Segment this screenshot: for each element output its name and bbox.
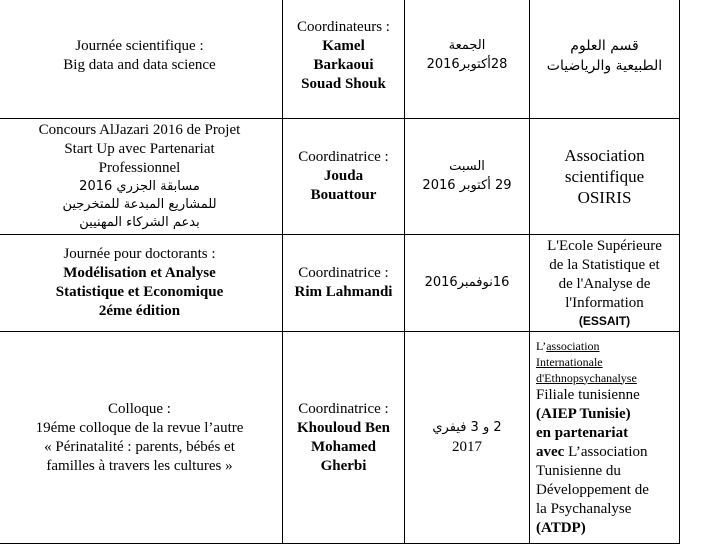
organizer-line: قسم العلوم <box>570 37 639 54</box>
organizer-line: Développement de <box>536 481 649 498</box>
event-line: Start Up avec Partenariat <box>64 141 215 157</box>
table-row <box>0 119 680 235</box>
organizer-line: Association <box>564 146 645 165</box>
event-line: Statistique et Economique <box>55 284 224 300</box>
coordinator-name: Mohamed <box>311 438 376 455</box>
table-row <box>0 235 680 332</box>
date-line: 16نوفمبر2016 <box>424 275 510 290</box>
organizer-line: avec <box>536 443 565 460</box>
organizer-line: Filiale tunisienne <box>536 386 640 403</box>
organizer-line: L’association <box>564 443 648 460</box>
date-line: 2 و 3 فيفري <box>432 420 502 435</box>
organizer-line: L'Ecole Supérieure <box>547 238 662 254</box>
coordinator-name: Jouda <box>323 168 364 184</box>
organizer-abbreviation: (ATDP) <box>536 519 586 536</box>
table-row <box>0 332 680 544</box>
organizer-cell <box>530 0 680 119</box>
event-line: 2éme édition <box>98 303 181 319</box>
event-line: Big data and data science <box>63 56 216 73</box>
organizer-cell <box>530 119 680 235</box>
organizer-link[interactable]: Internationale <box>536 354 603 369</box>
date-day: السبت <box>449 158 485 174</box>
coordinator-name: Kamel <box>322 37 365 54</box>
organizer-line: l'Information <box>565 295 644 311</box>
organizer-link[interactable]: association <box>546 338 600 353</box>
date-cell <box>405 119 530 235</box>
coordinator-name: Rim Lahmandi <box>294 284 393 300</box>
organizer-abbreviation: (AIEP Tunisie) <box>536 405 631 422</box>
event-line: Concours AlJazari 2016 de Projet <box>38 122 241 138</box>
organizer-line: en partenariat <box>536 424 629 441</box>
event-line: « Périnatalité : parents, bébés et <box>44 438 235 455</box>
event-line: Professionnel <box>98 160 181 176</box>
date-cell <box>405 0 530 119</box>
event-line: 19éme colloque de la revue l’autre <box>35 419 244 436</box>
coordinator-name: Khouloud Ben <box>297 419 390 436</box>
date-cell <box>405 235 530 332</box>
organizer-link[interactable]: d'Ethnopsychanalyse <box>536 370 637 385</box>
organizer-line: la Psychanalyse <box>536 500 632 517</box>
event-line-arabic: للمشاريع المبدعة للمتخرجين <box>62 197 217 212</box>
event-cell <box>0 119 283 235</box>
coordinator-cell <box>283 119 405 235</box>
organizer-line: scientifique <box>564 167 645 186</box>
event-cell <box>0 235 283 332</box>
event-line-arabic: مسابقة الجزري 2016 <box>79 179 200 194</box>
event-cell <box>0 0 283 119</box>
organizer-cell <box>530 235 680 332</box>
event-intro: Journée pour doctorants : <box>63 246 216 262</box>
organizer-line: الطبيعية والرياضيات <box>546 57 663 74</box>
table-row <box>0 0 680 119</box>
coordinator-cell <box>283 0 405 119</box>
event-line: Modélisation et Analyse <box>63 265 216 281</box>
coordinator-role: Coordinatrice : <box>298 149 389 165</box>
coordinator-name: Gherbi <box>320 457 367 474</box>
coordinator-cell <box>283 332 405 544</box>
organizer-line: de la Statistique et <box>549 257 660 273</box>
event-line-arabic: بدعم الشركاء المهنيين <box>79 215 200 230</box>
organizer-prefix: L’ <box>536 338 547 353</box>
coordinator-cell <box>283 235 405 332</box>
event-cell <box>0 332 283 544</box>
organizer-line: Tunisienne du <box>536 462 621 479</box>
organizer-cell <box>530 332 680 544</box>
event-line: familles à travers les cultures » <box>46 457 233 474</box>
coordinator-role: Coordinateurs : <box>297 18 390 35</box>
date-line: 28أكتوبر2016 <box>426 56 508 72</box>
coordinator-name: Souad Shouk <box>301 75 386 92</box>
organizer-line: de l'Analyse de <box>558 276 651 292</box>
date-cell <box>405 332 530 544</box>
coordinator-name: Barkaoui <box>313 56 374 73</box>
coordinator-role: Coordinatrice : <box>298 400 389 417</box>
coordinator-role: Coordinatrice : <box>298 265 389 281</box>
event-line: Colloque : <box>108 400 171 417</box>
event-line: Journée scientifique : <box>75 37 204 54</box>
date-day: الجمعة <box>448 37 486 53</box>
date-line: 29 أكتوبر 2016 <box>422 177 512 193</box>
organizer-abbreviation: (ESSAIT) <box>578 314 631 328</box>
coordinator-name: Bouattour <box>310 187 377 203</box>
organizer-line: OSIRIS <box>577 188 632 207</box>
date-year: 2017 <box>452 439 482 455</box>
